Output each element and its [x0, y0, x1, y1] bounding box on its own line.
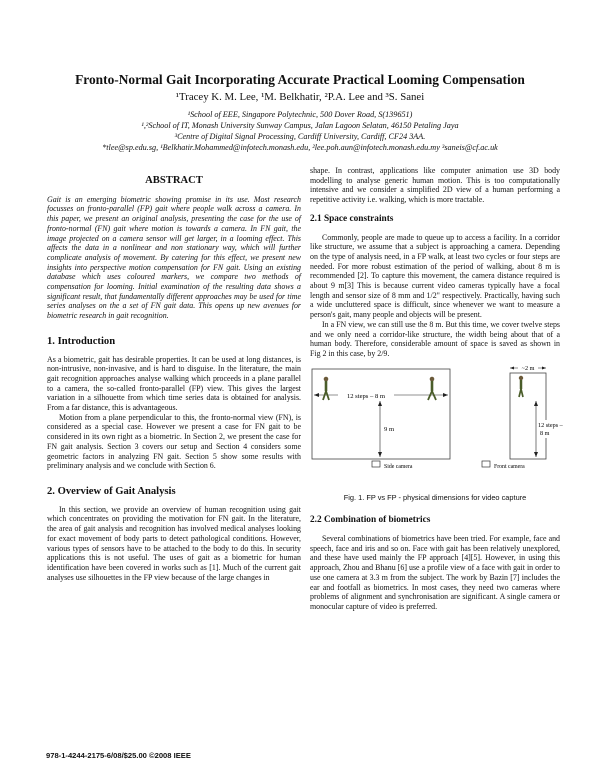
section-heading-introduction: 1. Introduction [47, 335, 116, 347]
fp-steps-arrow-left-head [314, 393, 319, 397]
walker-icon-left-end [428, 376, 436, 399]
fn-steps-arrow-top-head [534, 401, 538, 406]
space-paragraph-2: In a FN view, we can still use the 8 m. But this time, we cover twelve steps and we only need a corridor-like structure, the width being about that of a human body. Therefore, considerable amount of space is saved as shown in Fig 2 in this case, by 2/9. [310, 319, 560, 358]
front-camera-label: Front camera [494, 463, 525, 470]
fn-walkway-box [510, 373, 546, 459]
overview-paragraph-continued: shape. In contrast, applications like computer animation use 3D body modelling to analyse generic human motion. This is too computationally intensive and we consider a simplified 2D view of a human performing a repetitive activity i.e. walking, which is more tractable. [310, 166, 560, 205]
abstract-heading: ABSTRACT [145, 175, 203, 186]
intro-paragraph-1: As a biometric, gait has desirable properties. It can be used at long distances, is non-intrusive, non-invasive, and is hard to disguise. In the literature, the main gait recognition approaches analyse walking which proceeds in a plane parallel to a camera, the so-called fronto-parallel (FP) view. This gives the largest variation in a silhouette from which time series data is obtained for analysis. From a far distance, this is advantageous. [47, 354, 301, 413]
paper-title: Fronto-Normal Gait Incorporating Accurate Practical Looming Compensation [75, 72, 525, 87]
walker-icon-left-start [323, 376, 329, 399]
author-emails: *tlee@sp.edu.sg, ¹Belkhatir.Mohammed@infotech.monash.edu, ²lee.poh.aun@infotech.monash.edu.my ³saneis@cf.ac.uk [102, 143, 498, 152]
copyright-footer: 978-1-4244-2175-6/08/$25.00 ©2008 IEEE [46, 751, 191, 760]
fp-distance-label: 9 m [384, 425, 395, 433]
section-heading-space-constraints: 2.1 Space constraints [310, 213, 394, 224]
side-camera-label: Side camera [384, 463, 413, 470]
author-list: ¹Tracey K. M. Lee, ¹M. Belkhatir, ²P.A. Lee and ³S. Sanei [175, 91, 425, 103]
fp-steps-arrow-right-head [443, 393, 448, 397]
overview-paragraph-1: In this section, we provide an overview of human recognition using gait which concentrates on providing the motivation for FN gait. In the literature, the area of gait analysis and recognition has involved medical analyses looking for exact movement of body parts to detect pathological conditions. However, various types of sensors have to be attached to the body to do this. In security applications this is not useful. The uses of gait as a biometric for human identification have been covered in works such as [1]. Much of the current gait analyses use silhouettes in the FP view because of the large changes in [47, 504, 301, 582]
fn-width-arrow-left-head [510, 366, 514, 369]
figure-1-diagram [310, 364, 563, 483]
figure-1-caption: Fig. 1. FP vs FP - physical dimensions for video capture [343, 492, 527, 502]
intro-paragraph-2: Motion from a plane perpendicular to this, the fronto-normal view (FN), is considered as a special case. However we present a case for FN gait to be considered in its own right as a biometric. In Section 2, we present the case for FN gait analysis. Section 3 covers our setup and Section 4 considers some geometric factors in analyzing FN gait. Section 5 show some results with preliminary analysis and we conclude with Section 6. [47, 412, 301, 471]
fp-distance-arrow-top-head [378, 401, 382, 406]
front-camera-icon [482, 461, 490, 467]
fn-steps-label-line1: 12 steps – [538, 421, 563, 429]
left-column [47, 166, 301, 582]
space-paragraph-1: Commonly, people are made to queue up to access a facility. In a corridor like structure, we assume that a subject is approaching a camera. Depending on the type of analysis need, in a FP walk, at least two cycles or four steps are needed. For more robust estimation of the period of walking, about 8 m is recommended [2]. To capture this movement, the camera distance required is about 9 m[3] This is because current video cameras typically have a focal length and sensor size of 8 mm and 1/2" respectively. Practically, having such a wide uncluttered space is difficult, since whenever we want to measure a person's gait, many people and objects will be present. [310, 232, 560, 320]
combination-paragraph-1: Several combinations of biometrics have been tried. For example, face and speech, face and iris and so on. Face with gait has been relatively unexplored, and these have used mainly the FP approach [4][5]. However, in using this approach, Zhou and Bhanu [6] use a profile view of a face with gait in order to use one camera at 3.3 m from the subject. The work by Bazin [7] includes the ear and footfall as biometrics. In most cases, they need two cameras where problems of alignment and synchronisation are significant. A single camera or monocular capture of video is preferred. [310, 534, 560, 611]
fn-width-label: ~2 m [521, 364, 535, 372]
fp-walkway-box [312, 369, 450, 459]
affiliation-3: ³Centre of Digital Signal Processing, Cardiff University, Cardiff, CF24 3AA. [174, 132, 426, 141]
abstract-text: Gait is an emerging biometric showing promise in its use. Most research focusses on fronto-parallel (FP) gait where people walk across a camera. In this paper, we present an original analysis, presenting the case for the use of fronto-normal (FN) gait where motion is towards a camera. In FN gait, the image projected on a camera sensor will get larger, in a looming effect. This affects the data in a nonlinear and non stationary way, which will further complicate analysis of movement. By catering for this effect, we present new insights into perspective motion compensation for FN gait. Using an existing database which uses coloured markers, we compare two methods of compensation for looming. Initial examination of the resulting data shows a significant result, that fundamentally different approaches may be used for time series analyses on the a set of FN gait data. This opens up new avenues for biometric research in gait recognition. [47, 194, 301, 321]
side-camera-icon [372, 461, 380, 467]
fn-steps-label-line2: 8 m [540, 429, 550, 437]
walker-icon-right [519, 375, 523, 396]
section-heading-overview: 2. Overview of Gait Analysis [47, 485, 176, 497]
figure-1-capture-dimensions [310, 364, 563, 483]
fn-width-arrow-right-head [542, 366, 546, 369]
fn-steps-arrow-bottom-head [534, 452, 538, 457]
right-column [310, 166, 563, 612]
fp-steps-label: 12 steps – 8 m [346, 392, 386, 400]
fp-distance-arrow-bottom-head [378, 452, 382, 457]
affiliation-1: ¹School of EEE, Singapore Polytechnic, 500 Dover Road, S(139651) [187, 110, 413, 119]
affiliation-2: ¹,²School of IT, Monash University Sunway Campus, Jalan Lagoon Selatan, 46150 Petaling Jaya [141, 121, 459, 130]
section-heading-combination: 2.2 Combination of biometrics [310, 515, 431, 526]
